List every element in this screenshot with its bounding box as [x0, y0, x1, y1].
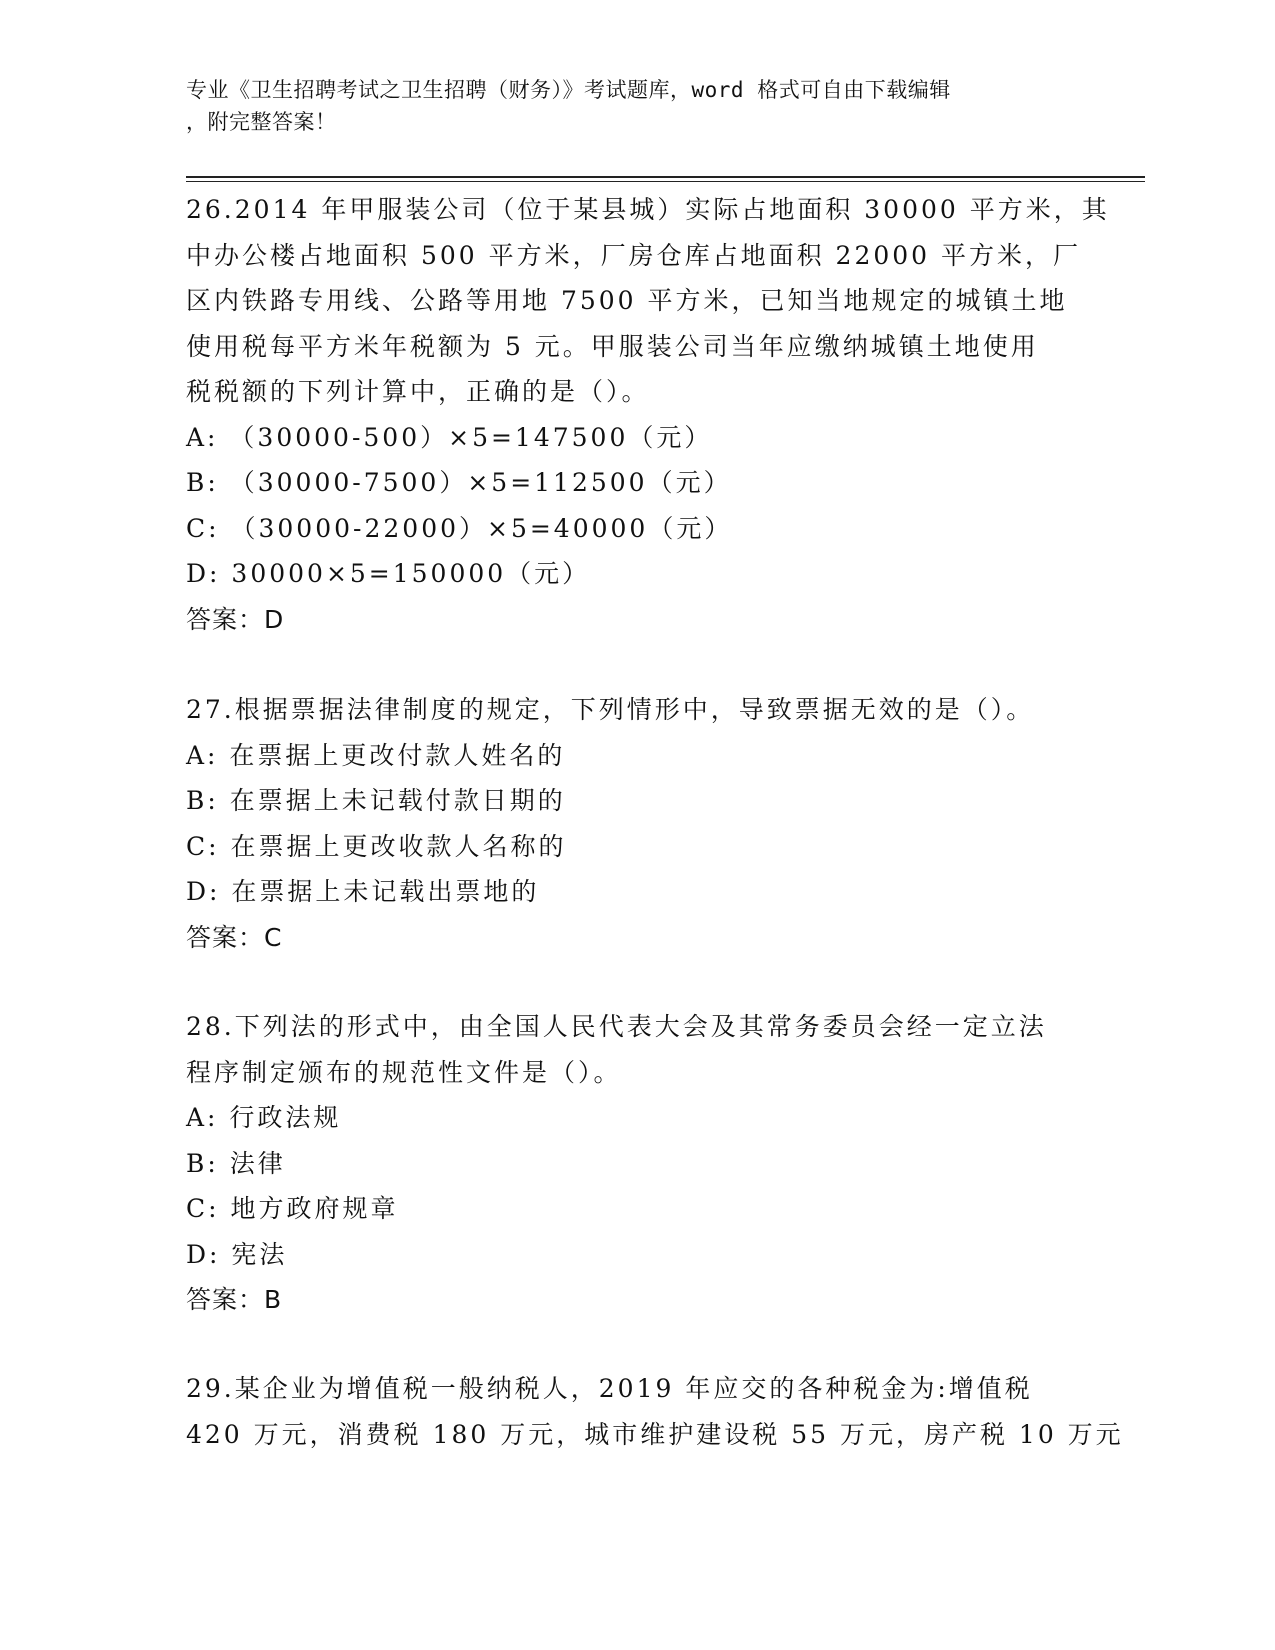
option-c: C: 在票据上更改收款人名称的 [186, 831, 567, 861]
question-text-line: 税税额的下列计算中，正确的是（）。 [186, 377, 650, 406]
header-divider [186, 176, 1145, 178]
option-b: B: 在票据上未记载付款日期的 [186, 786, 566, 815]
header-line: 专业《卫生招聘考试之卫生招聘（财务）》考试题库，word 格式可自由下载编辑 [186, 78, 951, 102]
option-a: A: 行政法规 [186, 1103, 342, 1132]
option-d: D: 宪法 [186, 1239, 288, 1269]
document-header [186, 74, 1086, 138]
question-text-line: 区内铁路专用线、公路等用地 7500 平方米，已知当地规定的城镇土地 [186, 286, 1068, 315]
question-27 [186, 687, 1086, 960]
option-b: B: 法律 [186, 1148, 286, 1178]
option-c: C: （30000-22000）×5=40000（元） [186, 513, 733, 543]
question-text-line: 29.某企业为增值税一般纳税人，2019 年应交的各种税金为:增值税 [186, 1374, 1033, 1403]
question-28 [186, 1004, 1086, 1323]
question-text-line: 26.2014 年甲服装公司（位于某县城）实际占地面积 30000 平方米，其 [186, 195, 1110, 224]
option-d: D: 30000×5=150000（元） [186, 559, 591, 588]
question-29 [186, 1366, 1124, 1457]
answer-line: 答案：B [186, 1285, 283, 1314]
question-text-line: 使用税每平方米年税额为 5 元。甲服装公司当年应缴纳城镇土地使用 [186, 331, 1039, 361]
question-text-line: 中办公楼占地面积 500 平方米，厂房仓库占地面积 22000 平方米，厂 [186, 240, 1082, 270]
option-d: D: 在票据上未记载出票地的 [186, 877, 540, 906]
header-line: ，附完整答案！ [186, 110, 337, 134]
question-text-line: 420 万元，消费税 180 万元，城市维护建设税 55 万元，房产税 10 万元 [186, 1419, 1124, 1449]
answer-line: 答案：D [186, 604, 285, 634]
option-c: C: 地方政府规章 [186, 1194, 399, 1223]
option-a: A: 在票据上更改付款人姓名的 [186, 740, 566, 770]
question-text-line: 程序制定颁布的规范性文件是（）。 [186, 1057, 622, 1087]
question-text-line: 27.根据票据法律制度的规定，下列情形中，导致票据无效的是（）。 [186, 695, 1035, 724]
header-divider [186, 181, 1145, 182]
answer-line: 答案：C [186, 922, 283, 952]
question-26 [186, 187, 1110, 642]
question-text-line: 28.下列法的形式中，由全国人民代表大会及其常务委员会经一定立法 [186, 1012, 1047, 1041]
option-b: B: （30000-7500）×5=112500（元） [186, 468, 732, 497]
option-a: A: （30000-500）×5=147500（元） [186, 422, 713, 452]
